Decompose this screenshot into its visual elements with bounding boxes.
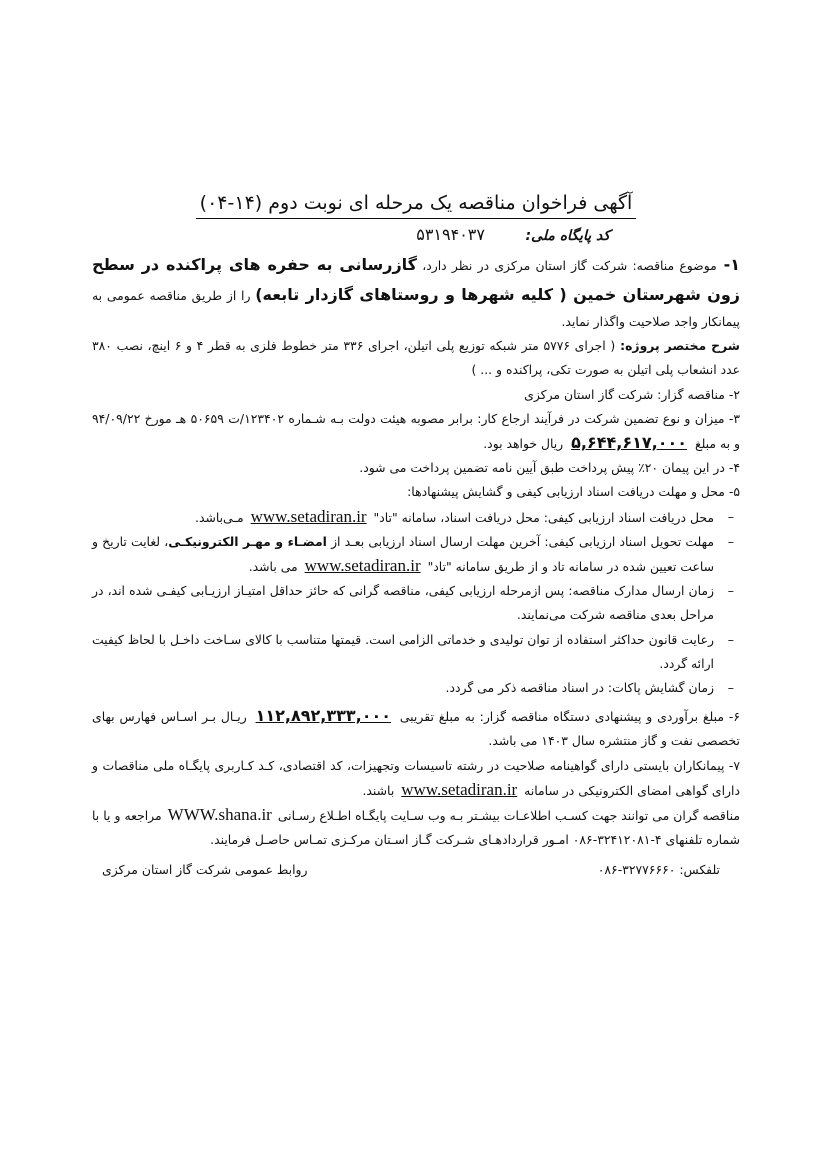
bullet-dash: – [727,583,734,599]
title-block [92,188,740,219]
bullet-doc-deadline [92,530,740,579]
item-7-text: ۷- پیمانکاران بایستی دارای گواهینامه صلاحیت در رشته تاسیسات وتجهیزات، کد اقتصادی، کـد کـاربری پایگـاه ملی مناقصات و دارای گواهی امضای الکترونیکی در سامانه [92,757,740,798]
item-1-subject: گازرسانی به حفره های پراکنده در سطح زون شهرستان خمین ( کلیه شهرها و روستاهای گازدار تابعه) [92,255,740,304]
bullet-doc-location [92,505,740,530]
item-2: ۲- مناقصه گزار: شرکت گاز استان مرکزی [524,386,740,402]
item-3 [92,407,740,456]
item-6-text: ۶- مبلغ برآوردی و پیشنهادی دستگاه مناقصه گزار: به مبلغ تقریبی [399,709,740,725]
bullet-2-mid: ، لغایت تاریخ و ساعت تعیین شده در سامانه تاد و از طریق سامانه "تاد" [92,533,714,575]
project-summary-label: شرح مختصر پروژه: [615,338,740,354]
item-3-currency: ریال خواهد بود. [483,436,564,452]
closing-paragraph [92,803,740,852]
item-3-text: ۳- میزان و نوع تضمین شرکت در فرآیند ارجاع کار: برابر مصوبه هیئت دولت بـه شـماره ۱۲۳۴۰۲/ت ۵۰۶۵۹ هـ مورخ ۹۴/۰۹/۲۲ و به مبلغ [92,410,741,452]
item-4: ۴- در این پیمان ۲۰٪ پیش پرداخت طبق آیین نامه تضمین پرداخت می شود. [359,460,740,476]
national-code-line [92,221,740,250]
publisher-name: روابط عمومی شرکت گاز استان مرکزی [102,862,308,878]
national-code-value: ۵۳۱۹۴۰۳۷ [416,225,485,244]
national-code-label: کد پایگاه ملی: [525,228,610,244]
closing-after: مراجعه و یا با شماره تلفنهای ۴-۳۲۴۱۲۰۸۱-۰۸۶ امـور قراردادهـای شـرکت گـاز اسـتان مرکـزی تمـاس حاصـل فرمایند. [92,808,740,848]
guarantee-amount: ۵,۶۴۴,۶۱۷,۰۰۰ [571,433,688,453]
item-5-bullets [92,505,740,701]
project-summary [92,334,740,382]
bullet-domestic-law [92,628,740,676]
bullet-5-text: زمان گشایش پاکات: در اسناد مناقصه ذکر می گردد. [445,680,714,696]
bullet-dash: – [727,508,734,524]
bullet-1-text: محل دریافت اسناد ارزیابی کیفی: محل دریافت اسناد، سامانه "تاد" [373,509,714,525]
project-summary-text: ( اجرای ۵۷۷۶ متر شبکه توزیع پلی اتیلن، اجرای ۳۳۶ متر خطوط فلزی به قطر ۴ و ۶ اینچ، نصب ۳۸۰ عدد انشعاب پلی اتیلن به صورت تکی، پراکنده و ... ) [92,338,740,378]
bullet-dash: – [727,631,734,647]
bullet-dash: – [727,533,734,549]
bullet-3-text: زمان ارسال مدارک مناقصه: پس ازمرحله ارزیابی کیفی، مناقصه گرانی که حائز حداقل امتیـاز ارزیـابی کیفـی شده اند، در مراحل بعدی مناقصه شرکت می‌نمایند. [92,583,714,623]
item-5: ۵- محل و مهلت دریافت اسناد ارزیابی کیفی و گشایش پیشنهادها: [407,484,740,500]
bullet-4-text: رعایت قانون حداکثر استفاده از توان تولیدی و خدماتی الزامی است. قیمتها متناسب با کالای سـاخت داخـل با لحاظ کیفیت ارائه گردد. [92,631,714,671]
setadiran-link[interactable]: www.setadiran.ir [250,506,367,526]
item-1-prefix: ۱- [716,255,740,274]
fax-number: تلفکس: ۳۲۷۷۶۶۶۰-۰۸۶ [597,862,720,878]
item-1 [92,250,740,334]
bullet-opening-time [92,676,740,700]
item-6-after: ریـال بـر اسـاس فهارس بهای تخصصی نفت و گاز منتشره سال ۱۴۰۳ می باشد. [92,709,740,749]
notice-title: آگهی فراخوان مناقصه یک مرحله ای نوبت دوم (۱۴-۰۴) [196,188,637,219]
setadiran-link[interactable]: www.setadiran.ir [401,779,518,799]
signature-line [92,858,740,882]
closing-text: مناقصه گران می توانند جهت کسـب اطلاعـات بیشـتر بـه وب سـایت پایگـاه اطـلاع رسـانی [277,808,740,824]
bullet-submission-time [92,579,740,627]
estimated-amount: ۱۱۲,۸۹۲,۳۳۳,۰۰۰ [255,706,391,726]
bullet-2-after: می باشد. [248,559,298,575]
item-1-tail: را از طریق مناقصه عمومی به پیمانکار واجد صلاحیت واگذار نماید. [92,288,740,329]
item-1-lead: موضوع مناقصه: شرکت گاز استان مرکزی در نظر دارد، [417,258,717,273]
item-7-after: باشند. [362,782,395,798]
item-6 [92,704,740,753]
bullet-dash: – [727,680,734,696]
tender-notice [92,188,740,883]
setadiran-link[interactable]: www.setadiran.ir [304,556,421,576]
bullet-2-bold: امضـاء و مهـر الکترونیکـی [168,533,327,549]
bullet-1-after: مـی‌باشد. [195,509,244,525]
shana-link[interactable]: WWW.shana.ir [167,805,272,825]
bullet-2-text: مهلت تحویل اسناد ارزیابی کیفی: آخرین مهلت ارسال اسناد ارزیابی بعـد از [326,533,714,549]
item-7 [92,754,740,803]
